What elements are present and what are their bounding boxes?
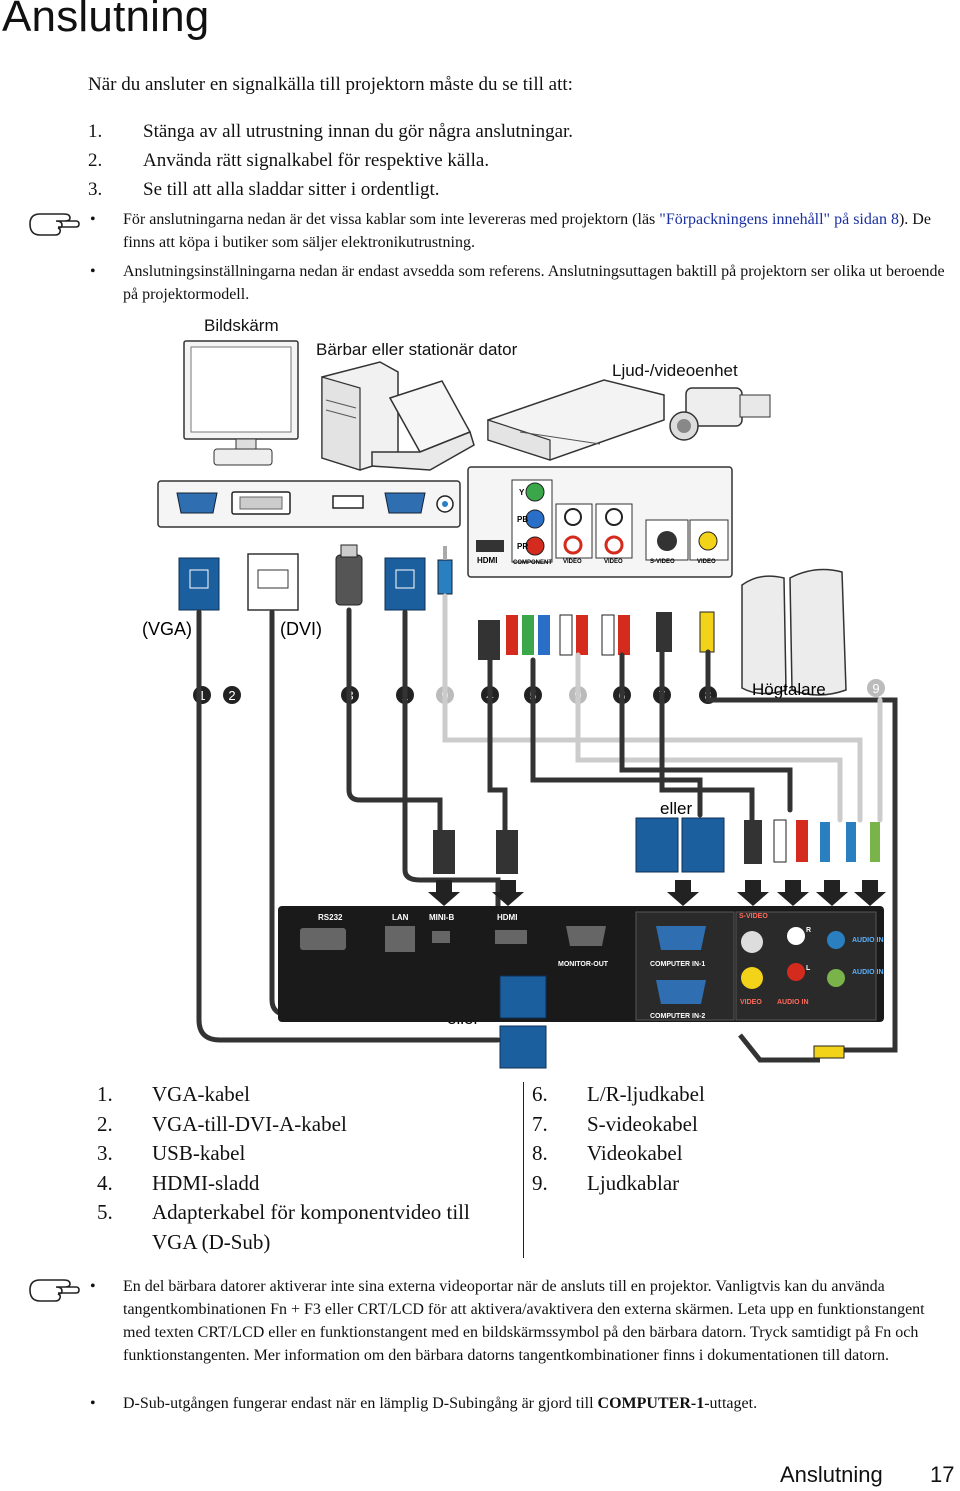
note-text: Anslutningsinställningarna nedan är endast avsedda som referens. Anslutningsuttagen baktill på projektorn ser olika ut beroende på projektormodell. — [123, 263, 945, 303]
list-item — [88, 117, 573, 146]
monitor-illustration — [184, 341, 298, 465]
note-top-2: • Anslutningsinställningarna nedan är endast avsedda som referens. Anslutningsuttagen baktill på projektorn ser olika ut beroende på projektormodell. — [90, 263, 945, 303]
audio-rca-plugs — [774, 820, 880, 862]
audio-rca-plugs — [560, 615, 630, 655]
port-label: HDMI — [497, 913, 518, 922]
legend-item: 4. HDMI-sladd — [97, 1170, 260, 1195]
camcorder-illustration — [670, 388, 770, 440]
port-label: MINI-B — [429, 913, 455, 922]
callout-number: 7 — [658, 688, 666, 703]
label-dvi: (DVI) — [280, 619, 322, 639]
legend-item: 6. L/R-ljudkabel — [532, 1082, 705, 1106]
port-label: VIDEO — [740, 999, 762, 1006]
note-bottom-1: • En del bärbara datorer aktiverar inte sina externa videoportar när de ansluts till en projektor. Vanligtvis kan du använda tangentkombinationen Fn + F3 eller CRT/LCD för att aktivera/avaktivera den externa skärmen. Leta upp en funktionstangent med texten CRT/LCD eller en funktionstangent med en bildskärmssymbol på den bärbara datorn. Tryck samtidigt på Fn och funktionstangenten. Mer information om den bärbara datorns tangentkombinationer finns i dokumentationen till datorn. — [90, 1278, 925, 1364]
port-label: S-VIDEO — [739, 913, 768, 920]
list-item — [88, 175, 573, 204]
step-text: Använda rätt signalkabel för respektive källa. — [143, 150, 490, 171]
page-title: Anslutning — [2, 0, 210, 41]
callout-number: 9 — [441, 688, 449, 703]
note-text: D-Sub-utgången fungerar endast när en lämplig D-Subingång är gjord till — [123, 1395, 598, 1412]
vga-connector-icon — [682, 818, 724, 872]
label-speakers: Högtalare — [752, 680, 826, 699]
label-computer: Bärbar eller stationär dator — [316, 340, 518, 359]
port-label: LAN — [392, 913, 409, 922]
note-text: -uttaget. — [704, 1395, 758, 1412]
audio-out-port-icon — [437, 496, 453, 512]
note-text: ). De finns att köpa i butiker som säljer elektronikutrustning. — [123, 211, 931, 251]
legend-item: 9. Ljudkablar — [532, 1170, 680, 1195]
port-label: VIDEO — [697, 559, 716, 565]
callout-number: 1 — [198, 688, 206, 703]
speakers-illustration — [742, 570, 846, 695]
port-label: AUDIO IN — [852, 937, 884, 944]
port-label: COMPONENT — [513, 560, 552, 566]
callout-number: 8 — [704, 688, 712, 703]
note-hand-icon — [28, 210, 80, 238]
steps-list — [88, 117, 573, 204]
hdmi-plug-icon — [478, 620, 500, 660]
component-pin-label: PR — [517, 542, 529, 551]
port-label: L — [806, 965, 811, 972]
step-number: 3. — [88, 179, 103, 200]
component-pin-label: PB — [517, 515, 529, 524]
callout-number: 9 — [872, 681, 880, 696]
port-label: RS232 — [318, 913, 343, 922]
note-hand-icon — [28, 1276, 80, 1304]
port-label: AUDIO IN — [777, 999, 809, 1006]
note-bottom-2: • D-Sub-utgången fungerar endast när en lämplig D-Subingång är gjord till COMPUTER-1-uttaget. — [90, 1395, 758, 1412]
svideo-plug-icon — [744, 820, 762, 864]
label-av-device: Ljud-/videoenhet — [612, 361, 738, 380]
step-number: 1. — [88, 121, 103, 142]
legend-item: VGA (D-Sub) — [152, 1229, 271, 1254]
port-label: S-VIDEO — [650, 559, 675, 565]
connection-diagram — [0, 310, 960, 1070]
callout-number: 9 — [574, 688, 582, 703]
dvi-port-icon — [232, 492, 290, 514]
callout-number: 2 — [228, 688, 236, 703]
callout-number: 4 — [486, 688, 494, 703]
port-label: VIDEO — [604, 559, 623, 565]
legend-left — [97, 1080, 470, 1257]
usb-connector-icon — [336, 545, 362, 605]
video-plug-icon — [700, 612, 714, 652]
callout-number: 6 — [618, 688, 626, 703]
vga-connector-icon — [636, 818, 678, 872]
hdmi-plug-icon — [496, 830, 518, 874]
video-plug-icon — [814, 1046, 844, 1058]
note-text: En del bärbara datorer aktiverar inte sina externa videoportar när de ansluts till en projektor. Vanligtvis kan du använda tangentkombinationen Fn + F3 eller CRT/LCD för att aktivera/avaktivera den externa skärmen. Leta upp en funktionstangent med texten CRT/LCD eller en funktionstangent med en bildskärmssymbol på den bärbara datorn. Tryck samtidigt på Fn och funktionstangenten. Mer information om den bärbara datorns tangentkombinationer finns i dokumentationen till datorn. — [123, 1278, 925, 1364]
page-number: 17 — [930, 1462, 955, 1487]
note-top-1: • För anslutningarna nedan är det vissa kablar som inte levereras med projektorn (läs "Förpackningens innehåll" på sidan 8). De finns att köpa i butiker som säljer elektronikutrustning. — [90, 211, 931, 251]
note-text: För anslutningarna nedan är det vissa kablar som inte levereras med projektorn (läs — [123, 211, 660, 228]
dvi-connector-icon — [248, 554, 298, 610]
legend-right — [532, 1080, 705, 1198]
av-player-illustration — [488, 380, 664, 460]
port-label: VIDEO — [563, 559, 582, 565]
vga-connector-icon — [385, 558, 425, 610]
vga-connector-icon — [500, 1026, 546, 1068]
step-text: Stänga av all utrustning innan du gör några anslutningar. — [143, 121, 574, 142]
vga-connector-icon — [179, 558, 219, 610]
legend-item: 1. VGA-kabel — [97, 1082, 250, 1106]
intro-text: När du ansluter en signalkälla till projektorn måste du se till att: — [88, 74, 573, 95]
port-label: MONITOR-OUT — [558, 961, 609, 968]
list-item — [88, 146, 573, 175]
label-monitor: Bildskärm — [204, 316, 279, 335]
note-emphasis: COMPUTER-1 — [597, 1395, 705, 1412]
port-label: AUDIO IN — [852, 969, 884, 976]
vga-port-icon — [177, 493, 217, 513]
vga-connector-icon — [500, 976, 546, 1018]
legend-item: 7. S-videokabel — [532, 1111, 698, 1136]
legend-item: 2. VGA-till-DVI-A-kabel — [97, 1111, 347, 1136]
port-label: COMPUTER IN-2 — [650, 1013, 706, 1020]
vga-port-icon — [385, 493, 425, 513]
footer-section: Anslutning — [780, 1462, 883, 1487]
audio-jack-icon — [438, 546, 452, 594]
label-or: eller — [660, 799, 693, 818]
port-label: HDMI — [477, 556, 498, 565]
legend-divider — [523, 1082, 524, 1258]
step-number: 2. — [88, 150, 103, 171]
step-text: Se till att alla sladdar sitter i ordentligt. — [143, 179, 440, 200]
packaging-link[interactable]: "Förpackningens innehåll" på sidan 8 — [659, 211, 899, 228]
callout-number: 5 — [529, 688, 537, 703]
component-pin-label: Y — [519, 488, 525, 497]
label-vga: (VGA) — [142, 619, 193, 639]
port-label: R — [806, 927, 812, 934]
callout-number: 1 — [401, 688, 409, 703]
usb-port-icon — [333, 496, 363, 508]
port-label: COMPUTER IN-1 — [650, 961, 706, 968]
svideo-plug-icon — [656, 612, 672, 652]
legend-item: 5. Adapterkabel för komponentvideo till — [97, 1200, 470, 1224]
component-rca-plugs — [506, 615, 550, 655]
legend-item: 3. USB-kabel — [97, 1141, 246, 1165]
legend-item: 8. Videokabel — [532, 1141, 683, 1165]
hdmi-out-port — [476, 540, 504, 552]
hdmi-plug-icon — [433, 830, 455, 874]
callout-number: 3 — [346, 688, 354, 703]
